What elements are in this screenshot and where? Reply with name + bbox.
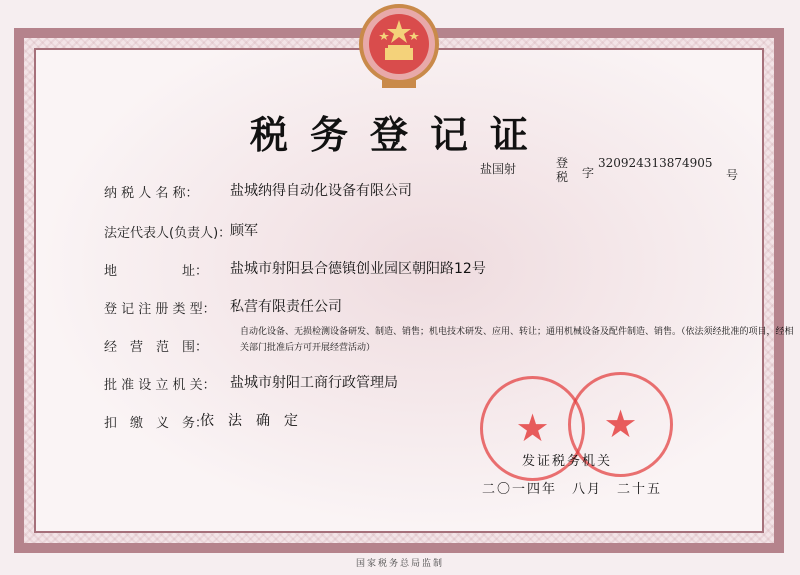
page-title: 税务登记证 — [249, 112, 550, 157]
seal-star-icon: ★ — [515, 406, 550, 450]
field-label-taxpayer-name: 纳 税 人 名 称： — [104, 186, 199, 201]
registration-type-bottom: 税 — [556, 170, 569, 184]
registration-prefix: 盐国射 — [480, 162, 517, 176]
field-label-legal-rep: 法定代表人(负责人)： — [104, 226, 232, 241]
field-label-business-scope: 经 营 范 围： — [104, 340, 209, 355]
field-value-legal-rep: 顾军 — [230, 223, 258, 239]
registration-char-label: 字 — [582, 166, 595, 180]
field-label-address: 地 址： — [104, 264, 209, 279]
issuing-authority: 发证税务机关 — [522, 454, 613, 469]
seal-star-icon: ★ — [603, 402, 638, 446]
field-value-withholding: 依 法 确 定 — [200, 413, 298, 429]
registration-type-top: 登 — [556, 156, 569, 170]
field-value-business-scope: 自动化设备、无损检测设备研发、制造、销售；机电技术研发、应用、转让；通用机械设备及配件制造、销售。（依法须经批准的项目，经相关部门批准后方可开展经营活动） — [240, 327, 794, 353]
field-label-approval-authority: 批 准 设 立 机 关： — [104, 378, 216, 393]
field-label-registration-type: 登 记 注 册 类 型： — [104, 302, 216, 317]
field-value-approval-authority: 盐城市射阳工商行政管理局 — [230, 375, 398, 391]
issue-date: 二〇一四年 八月 二十五 — [482, 482, 663, 497]
field-value-taxpayer-name: 盐城纳得自动化设备有限公司 — [230, 183, 412, 199]
registration-suffix: 号 — [726, 168, 739, 182]
national-emblem-icon — [358, 2, 440, 90]
footer-supervisor: 国家税务总局监制 — [355, 559, 444, 569]
registration-number: 320924313874905 — [598, 156, 713, 170]
field-value-registration-type: 私营有限责任公司 — [230, 299, 342, 315]
field-label-withholding: 扣 缴 义 务： — [104, 416, 209, 431]
field-value-address: 盐城市射阳县合德镇创业园区朝阳路12号 — [230, 261, 486, 277]
